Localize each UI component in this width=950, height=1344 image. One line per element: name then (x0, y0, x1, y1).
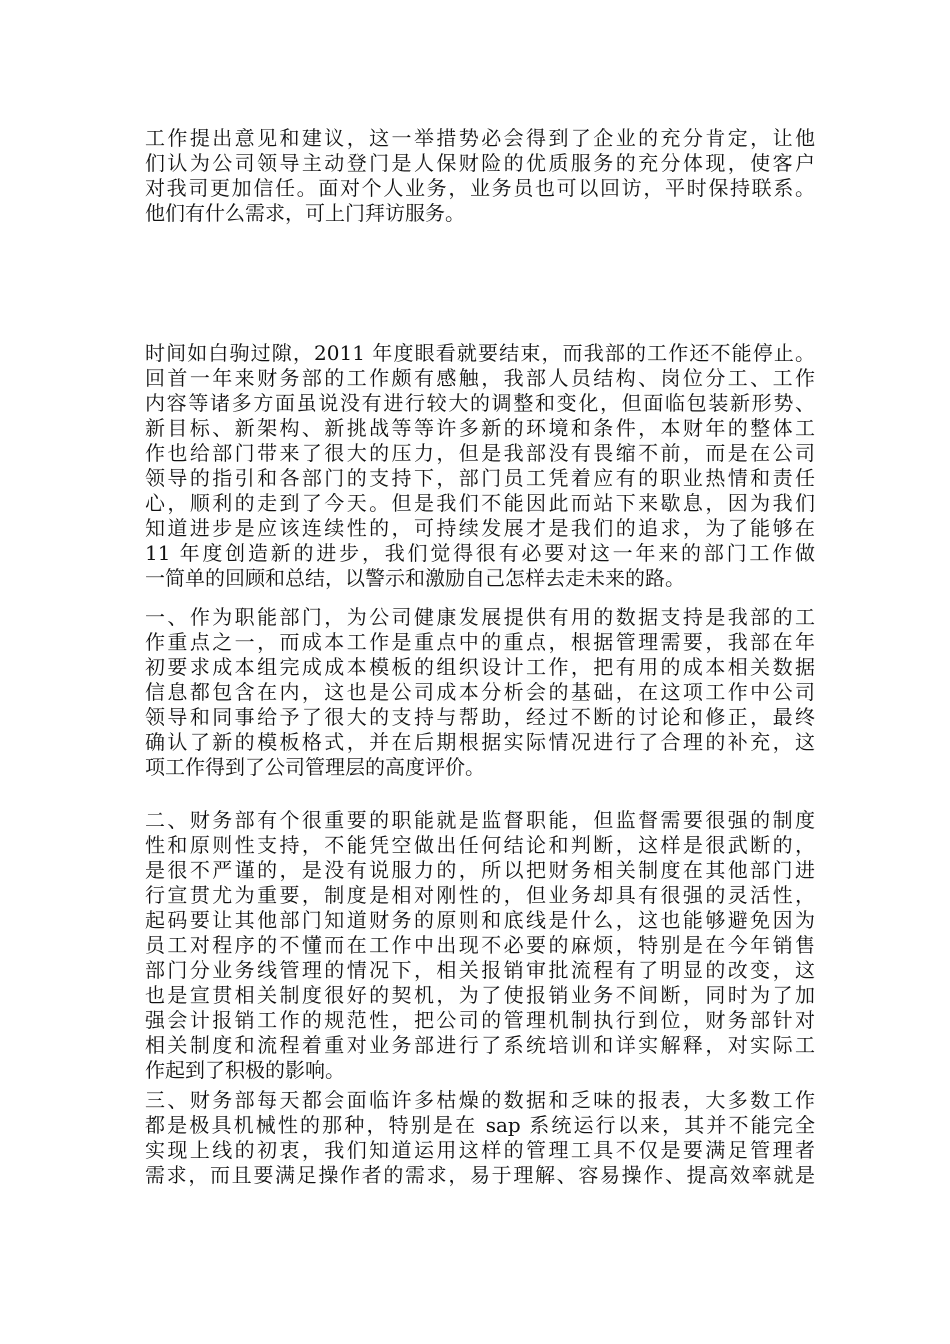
text-line: 们认为公司领导主动登门是人保财险的优质服务的充分体现，使客户 (145, 151, 815, 175)
text-line: 起码要让其他部门知道财务的原则和底线是什么，这也能够避免因为 (145, 908, 815, 932)
text-line: 部门分业务线管理的情况下，相关报销审批流程有了明显的改变，这 (145, 958, 815, 982)
text-line: 心，顺利的走到了今天。但是我们不能因此而站下来歇息，因为我们 (145, 491, 815, 515)
text-line: 相关制度和流程着重对业务部进行了系统培训和详实解释，对实际工 (145, 1033, 815, 1057)
text-line: 一简单的回顾和总结，以警示和激励自己怎样去走未来的路。 (145, 566, 685, 590)
text-line: 项工作得到了公司管理层的高度评价。 (145, 755, 485, 779)
paragraph (145, 1088, 815, 1188)
text-line: 行宣贯尤为重要，制度是相对刚性的，但业务却具有很强的灵活性， (145, 883, 815, 907)
text-line: 工作提出意见和建议，这一举措势必会得到了企业的充分肯定，让他 (145, 126, 815, 150)
text-line: 信息都包含在内，这也是公司成本分析会的基础，在这项工作中公司 (145, 680, 815, 704)
text-line: 是很不严谨的，是没有说服力的，所以把财务相关制度在其他部门进 (145, 858, 815, 882)
text-line: 一、作为职能部门，为公司健康发展提供有用的数据支持是我部的工 (145, 605, 815, 629)
paragraph (145, 126, 815, 226)
text-line: 时间如白驹过隙，2011 年度眼看就要结束，而我部的工作还不能停止。 (145, 341, 815, 365)
paragraph (145, 341, 815, 591)
text-line: 回首一年来财务部的工作颇有感触，我部人员结构、岗位分工、工作 (145, 366, 815, 390)
text-line: 确认了新的模板格式，并在后期根据实际情况进行了合理的补充，这 (145, 730, 815, 754)
text-line: 需求，而且要满足操作者的需求，易于理解、容易操作、提高效率就是 (145, 1163, 815, 1187)
text-line: 强会计报销工作的规范性，把公司的管理机制执行到位，财务部针对 (145, 1008, 815, 1032)
text-line: 初要求成本组完成成本模板的组织设计工作，把有用的成本相关数据 (145, 655, 815, 679)
text-line: 他们有什么需求，可上门拜访服务。 (145, 201, 465, 225)
text-line: 三、财务部每天都会面临许多枯燥的数据和乏味的报表，大多数工作 (145, 1088, 815, 1112)
paragraph (145, 808, 815, 1083)
text-line: 作也给部门带来了很大的压力，但是我部没有畏缩不前，而是在公司 (145, 441, 815, 465)
text-line: 内容等诸多方面虽说没有进行较大的调整和变化，但面临包装新形势、 (145, 391, 815, 415)
text-line: 员工对程序的不懂而在工作中出现不必要的麻烦，特别是在今年销售 (145, 933, 815, 957)
text-line: 知道进步是应该连续性的，可持续发展才是我们的追求，为了能够在 (145, 516, 815, 540)
text-line: 领导和同事给予了很大的支持与帮助，经过不断的讨论和修正，最终 (145, 705, 815, 729)
text-line: 作重点之一，而成本工作是重点中的重点，根据管理需要，我部在年 (145, 630, 815, 654)
text-line: 二、财务部有个很重要的职能就是监督职能，但监督需要很强的制度 (145, 808, 815, 832)
text-line: 对我司更加信任。面对个人业务，业务员也可以回访，平时保持联系。 (145, 176, 815, 200)
text-line: 也是宣贯相关制度很好的契机，为了使报销业务不间断，同时为了加 (145, 983, 815, 1007)
text-line: 都是极具机械性的那种，特别是在 sap 系统运行以来，其并不能完全 (145, 1113, 815, 1137)
text-line: 作起到了积极的影响。 (145, 1058, 345, 1082)
text-line: 性和原则性支持，不能凭空做出任何结论和判断，这样是很武断的， (145, 833, 815, 857)
text-line: 新目标、新架构、新挑战等等许多新的环境和条件，本财年的整体工 (145, 416, 815, 440)
text-line: 11 年度创造新的进步，我们觉得很有必要对这一年来的部门工作做 (145, 541, 815, 565)
text-line: 领导的指引和各部门的支持下，部门员工凭着应有的职业热情和责任 (145, 466, 815, 490)
paragraph (145, 605, 815, 780)
text-line: 实现上线的初衷，我们知道运用这样的管理工具不仅是要满足管理者 (145, 1138, 815, 1162)
